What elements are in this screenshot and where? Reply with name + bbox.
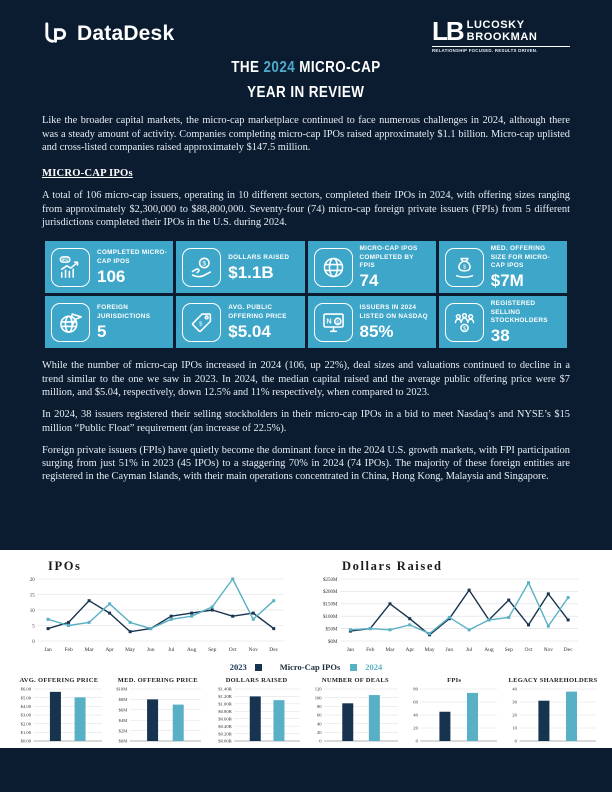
stat-label: FOREIGN JURISDICTIONS — [97, 304, 151, 320]
hand-dollar-icon — [182, 248, 221, 287]
svg-text:Jan: Jan — [346, 647, 355, 653]
stat-card-foreign-jurisdictions — [45, 296, 173, 348]
footer-bar — [0, 748, 612, 792]
stat-value: $5.04 — [228, 322, 271, 342]
svg-text:Aug: Aug — [484, 647, 494, 653]
fpi-paragraph: Foreign private issuers (FPIs) have quietly become the dominant force in the 2024 U.S. growth markets, with FPI participation surging from just 51% in 2023 (45 IPOs) to a staggering 70% in 2024 (74 IPOs). The majority of these foreign entities are registered in the Cayman Islands, with their main operations concentrated in China, Hong Kong, Malaysia and Singapore. — [42, 444, 570, 483]
mini-charts-row — [0, 677, 612, 752]
svg-text:$10M: $10M — [116, 686, 128, 692]
stat-card-nasdaq-listed — [308, 296, 436, 348]
svg-text:40: 40 — [413, 712, 419, 718]
svg-text:Aug: Aug — [186, 647, 197, 653]
svg-text:0: 0 — [415, 738, 419, 744]
svg-text:$6M: $6M — [118, 707, 128, 713]
svg-text:80: 80 — [413, 686, 419, 692]
svg-text:Oct: Oct — [524, 647, 533, 653]
fpis-bars — [407, 685, 501, 752]
nasdaq-monitor-icon — [314, 303, 353, 342]
svg-text:$1.20B: $1.20B — [217, 694, 232, 700]
svg-text:$0M: $0M — [328, 639, 338, 645]
svg-text:May: May — [125, 647, 136, 653]
svg-text:$6.00: $6.00 — [20, 686, 31, 692]
svg-text:N: N — [325, 316, 332, 326]
stat-card-fpi-ipos — [308, 241, 436, 293]
stat-card-median-offering-size — [439, 241, 567, 293]
legend-2023-label: 2023 — [229, 662, 247, 672]
svg-text:$1.00B: $1.00B — [217, 701, 232, 707]
stat-label: MED. OFFERING SIZE FOR MICRO-CAP IPOS — [490, 245, 550, 269]
svg-text:Dec: Dec — [563, 647, 573, 653]
mini-chart-title: LEGACY SHAREHOLDERS — [508, 677, 598, 684]
svg-text:20: 20 — [512, 712, 517, 718]
legend-2023-swatch — [255, 664, 262, 671]
svg-text:Feb: Feb — [64, 647, 73, 653]
svg-text:$: $ — [335, 320, 339, 326]
svg-text:Sep: Sep — [504, 647, 513, 653]
stat-value: 38 — [490, 326, 510, 346]
stat-value: 5 — [97, 322, 107, 342]
firm-name-line2: BROOKMAN — [466, 30, 538, 43]
svg-text:Jul: Jul — [167, 647, 175, 653]
svg-text:60: 60 — [317, 712, 322, 718]
svg-text:$1.00: $1.00 — [20, 730, 31, 736]
svg-text:$250M: $250M — [323, 577, 338, 583]
svg-text:May: May — [424, 647, 435, 653]
stat-value: $1.1B — [228, 262, 274, 282]
stat-card-selling-stockholders — [439, 296, 567, 348]
svg-text:Nov: Nov — [248, 647, 258, 653]
bar-2024 — [173, 705, 184, 741]
svg-text:$150M: $150M — [323, 602, 338, 608]
svg-text:20: 20 — [413, 725, 419, 731]
title-line1: THE 2024 MICRO-CAP — [231, 59, 381, 77]
intro-paragraph: Like the broader capital markets, the micro-cap marketplace continued to face numerous challenges in 2024, although there was a steady amount of activity. Companies completing micro-cap IPOs raised approximately $1.1 billion. Micro-cap uplisted and cross-listed companies raised approximately $147.5 million. — [42, 115, 570, 154]
bar-2023 — [249, 696, 260, 741]
svg-text:Dec: Dec — [269, 647, 279, 653]
title-line2: YEAR IN REVIEW — [247, 84, 365, 102]
svg-text:$4M: $4M — [118, 717, 128, 723]
datadesk-logo — [42, 20, 174, 47]
page-title — [0, 59, 612, 102]
svg-text:100: 100 — [315, 695, 322, 701]
title-year: 2024 — [263, 59, 296, 77]
svg-text:$2.00: $2.00 — [20, 721, 31, 727]
bar-2024 — [467, 693, 478, 741]
stat-label: AVG. PUBLIC OFFERING PRICE — [228, 304, 287, 320]
svg-text:$8M: $8M — [118, 697, 128, 703]
svg-text:10: 10 — [512, 725, 517, 731]
dollars-raised-bars — [210, 685, 304, 752]
stat-value: $7M — [490, 271, 524, 291]
svg-text:$3.00: $3.00 — [20, 712, 31, 718]
svg-text:40: 40 — [317, 721, 322, 727]
stat-value: 106 — [97, 267, 126, 287]
mini-chart-title: NUMBER OF DEALS — [321, 677, 389, 684]
bar-2023 — [343, 703, 354, 741]
svg-text:$0.80B: $0.80B — [217, 708, 232, 714]
lucosky-brookman-logo — [432, 16, 570, 55]
svg-text:$100M: $100M — [323, 615, 338, 620]
dollars-raised-chart-block — [318, 559, 588, 660]
dollars-raised-line-chart — [318, 575, 588, 660]
dollars-raised-chart-title: Dollars Raised — [342, 559, 443, 573]
svg-text:$5.00: $5.00 — [20, 695, 31, 701]
svg-text:Apr: Apr — [105, 647, 114, 653]
svg-text:$: $ — [202, 260, 207, 268]
bar-2023 — [538, 701, 549, 741]
svg-text:0: 0 — [514, 738, 517, 744]
header-row — [0, 0, 612, 55]
bar-2024 — [273, 700, 284, 741]
ipos-line-chart — [24, 575, 294, 660]
ipo-chart-icon — [51, 248, 90, 287]
stat-card-avg-offering-price — [176, 296, 304, 348]
firm-name-line1: LUCOSKY — [466, 19, 525, 32]
svg-text:Jun: Jun — [445, 647, 454, 653]
svg-text:0: 0 — [319, 738, 322, 744]
svg-text:$: $ — [462, 325, 466, 332]
svg-text:0: 0 — [32, 639, 35, 645]
dollars-raised-mini-chart — [210, 677, 304, 752]
svg-text:20: 20 — [29, 577, 35, 583]
stat-value: 85% — [359, 322, 394, 342]
legend-center-label: Micro-Cap IPOs — [279, 662, 341, 672]
number-of-deals-chart — [308, 677, 402, 752]
svg-text:$0.40B: $0.40B — [217, 723, 232, 729]
bar-2023 — [440, 712, 451, 741]
selling-stockholders-paragraph: In 2024, 38 issuers registered their selling stockholders in their micro-cap IPOs in a bid to meet Nasdaq’s and NYSE’s $15 million “Public Float” requirement (an increase of 22.5%). — [42, 409, 570, 434]
number-of-deals-bars — [308, 685, 402, 752]
stats-grid — [45, 241, 567, 348]
svg-text:Jun: Jun — [146, 647, 155, 653]
stat-label: MICRO-CAP IPOS COMPLETED BY FPIS — [359, 245, 418, 269]
stat-label: REGISTERED SELLING STOCKHOLDERS — [490, 300, 548, 324]
bar-2024 — [566, 692, 577, 741]
legend-2024-label: 2024 — [365, 662, 383, 672]
bar-2023 — [147, 699, 158, 741]
globe-plane-icon — [51, 303, 90, 342]
svg-text:Sep: Sep — [208, 647, 217, 653]
chart-legend — [0, 662, 612, 672]
firm-tagline: RELATIONSHIP FOCUSED. RESULTS DRIVEN. — [432, 49, 538, 54]
money-bag-icon — [445, 248, 484, 287]
svg-text:5: 5 — [32, 624, 35, 630]
svg-text:120: 120 — [315, 686, 322, 692]
svg-text:$0.00B: $0.00B — [217, 738, 232, 744]
bar-2024 — [369, 695, 380, 741]
svg-text:80: 80 — [317, 704, 322, 710]
svg-text:Mar: Mar — [84, 647, 94, 653]
svg-text:IPO: IPO — [61, 257, 69, 262]
svg-text:$: $ — [462, 264, 466, 271]
mini-chart-title: FPIs — [447, 677, 462, 684]
svg-text:10: 10 — [29, 608, 35, 614]
datadesk-logo-icon — [42, 20, 69, 47]
price-tag-icon — [182, 303, 221, 342]
stockholders-icon — [445, 303, 484, 342]
avg-offering-price-bars — [12, 685, 106, 752]
legacy-shareholders-bars — [506, 685, 600, 752]
ipos-chart-block — [24, 559, 294, 660]
svg-text:40: 40 — [512, 686, 517, 692]
svg-text:30: 30 — [512, 699, 517, 705]
section-heading-micro-cap-ipos: MICRO-CAP IPOs — [42, 168, 133, 180]
legend-2024-swatch — [350, 664, 357, 671]
bar-2024 — [75, 697, 86, 741]
lb-monogram-icon: LB — [432, 16, 463, 46]
stat-label: DOLLARS RAISED — [228, 253, 290, 261]
stat-card-completed-ipos — [45, 241, 173, 293]
trend-paragraph: While the number of micro-cap IPOs increased in 2024 (106, up 22%), deal sizes and valuations continued to decline in a trend similar to the one we saw in 2023. In 2024, the median capital raised and the average public offering price were $7 million, and $5.04, respectively, down 12.5% and 11% respectively, when compared to 2023. — [42, 360, 570, 398]
svg-text:Jan: Jan — [44, 647, 52, 653]
globe-icon — [314, 248, 353, 287]
svg-text:Oct: Oct — [228, 647, 237, 653]
stat-value: 74 — [359, 271, 379, 291]
svg-text:Feb: Feb — [366, 647, 375, 653]
svg-text:$: $ — [199, 321, 203, 328]
svg-text:15: 15 — [29, 593, 35, 599]
stat-label: COMPLETED MICRO-CAP IPOS — [97, 249, 168, 265]
stat-card-dollars-raised — [176, 241, 304, 293]
ipo-summary-paragraph: A total of 106 micro-cap issuers, operating in 10 different sectors, completed their IPOs in 2024, with offering sizes ranging from approximately $2,300,000 to $88,800,000. Seventy-four (74) micro-cap foreign private issuers (FPIs) from 5 different jurisdictions completed their IPOs in the U.S. during 2024. — [42, 190, 570, 228]
svg-text:$50M: $50M — [325, 627, 338, 633]
avg-offering-price-chart — [12, 677, 106, 752]
mini-chart-title: MED. OFFERING PRICE — [117, 677, 198, 684]
legacy-shareholders-chart — [506, 677, 600, 752]
svg-text:$2M: $2M — [118, 728, 128, 734]
mini-chart-title: DOLLARS RAISED — [225, 677, 288, 684]
svg-text:Nov: Nov — [543, 647, 554, 653]
svg-text:$200M: $200M — [323, 590, 338, 596]
svg-text:Jul: Jul — [465, 647, 473, 653]
svg-text:$0M: $0M — [118, 738, 128, 744]
svg-text:$0.00: $0.00 — [20, 738, 31, 744]
mini-chart-title: AVG. OFFERING PRICE — [19, 677, 99, 684]
fpis-chart — [407, 677, 501, 752]
bar-2023 — [50, 692, 61, 741]
charts-panel — [0, 550, 612, 748]
svg-text:$1.40B: $1.40B — [217, 686, 232, 692]
svg-text:60: 60 — [413, 699, 419, 705]
svg-text:Mar: Mar — [385, 647, 395, 653]
svg-text:20: 20 — [317, 730, 322, 736]
stat-label: ISSUERS IN 2024 LISTED ON NASDAQ — [359, 304, 428, 320]
svg-text:$0.60B: $0.60B — [217, 716, 232, 722]
firm-divider — [432, 46, 570, 47]
svg-text:Apr: Apr — [405, 647, 415, 653]
med-offering-price-bars — [111, 685, 205, 752]
med-offering-price-chart — [111, 677, 205, 752]
ipos-chart-title: IPOs — [48, 559, 82, 573]
svg-text:$0.20B: $0.20B — [217, 731, 232, 737]
brand-name: DataDesk — [77, 21, 175, 45]
svg-text:$4.00: $4.00 — [20, 704, 31, 710]
